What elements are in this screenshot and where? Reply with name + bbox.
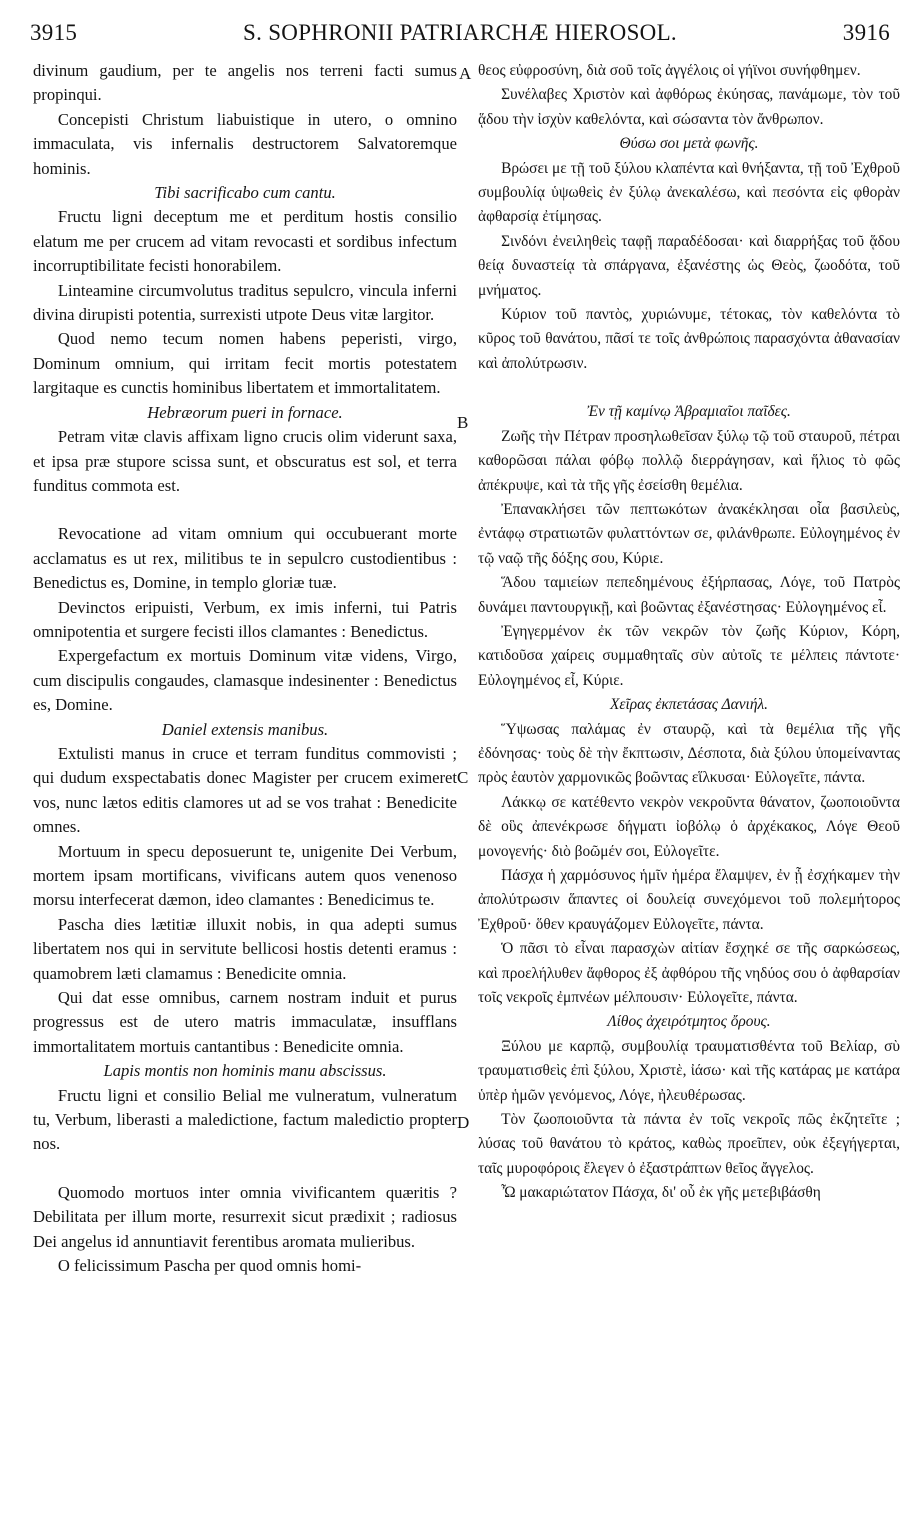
latin-column: [33, 59, 457, 1279]
greek-paragraph: Σινδόνι ἐνειληθεὶς ταφῇ παραδέδοσαι· καὶ διαρρήξας τοῦ ᾅδου θείᾳ δυναστείᾳ τὰ σπάργανα, ἐξανέστης ὡς Θεὸς, ζωοδότα, τοῦ μνήματος.: [478, 232, 900, 299]
latin-paragraph: Quod nemo tecum nomen habens peperisti, virgo, Dominum omnium, qui irritam fecit mortis potestatem largitaque es cunctis hominibus libertatem et immortalitatem.: [33, 329, 457, 398]
greek-column: [478, 59, 900, 1206]
margin-marker-c: C: [457, 768, 469, 787]
greek-paragraph: θεος εὐφροσύνη, διὰ σοῦ τοῖς ἀγγέλοις οἱ γήϊνοι συνήφθημεν.: [478, 62, 861, 79]
latin-paragraph: Revocatione ad vitam omnium qui occubuerant morte acclamatus es ut rex, militibus te in sepulcro custodientibus : Benedictus es, Domine, in templo gloriæ tuæ.: [33, 524, 457, 593]
latin-paragraph: Quomodo mortuos inter omnia vivificantem quæritis ? Debilitata per illum morte, resurrexit sicut prædixit ; radiosus Dei angelus id annuntiavit ferentibus aromata mulieribus.: [33, 1182, 457, 1251]
greek-paragraph: Ὁ πᾶσι τὸ εἶναι παρασχὼν αἰτίαν ἔσχηκέ σε τῆς σαρκώσεως, καὶ προελήλυθεν ἄφθορος ἐξ ἀφθόρου τῆς νηδύος σου ὁ ἀφθαρσίαν τοῖς νεκροῖς ἐμπνέων μέλπουσιν· Εὐλογεῖτε, πάντα.: [478, 940, 900, 1007]
section-title: Lapis montis non hominis manu abscissus.: [103, 1061, 387, 1081]
latin-paragraph: O felicissimum Pascha per quod omnis homi-: [57, 1256, 362, 1276]
latin-paragraph: Qui dat esse omnibus, carnem nostram induit et purus progressus est de utero matris immaculatæ, insufflans immortalitatem mortuis cantantibus : Benedicite omnia.: [33, 988, 457, 1056]
page-header: [30, 20, 890, 56]
greek-paragraph: Ὦ μακαριώτατον Πάσχα, δι' οὗ ἐκ γῆς μετεβιβάσθη: [501, 1184, 821, 1202]
latin-paragraph: Devinctos eripuisti, Verbum, ex imis inferni, tui Patris omnipotentia et surgere fecisti illos clamantes : Benedictus.: [33, 597, 457, 641]
section-title: Λίθος ἀχειρότμητος ὄρους.: [607, 1013, 771, 1031]
greek-paragraph: Λάκκῳ σε κατέθεντο νεκρὸν νεκροῦντα θάνατον, ζωοποιοῦντα δὲ οὓς ἀπενέκρωσε δήγματι ἰοβόλῳ ὁ ἀρχέκακος, Λόγε Θεοῦ μονογενής· διὸ βοῶμέν σοι, Εὐλογεῖτε.: [478, 793, 900, 860]
greek-paragraph: Τὸν ζωοποιοῦντα τὰ πάντα ἐν τοῖς νεκροῖς πῶς ἐκζητεῖτε ; λύσας τοῦ θανάτου τὸ κράτος, καθὼς προεῖπεν, οὐκ ἐξεγήγερται, ταῖς μυροφόροις ἔλεγεν ὁ ἐξαστράπτων θεῖος ἄγγελος.: [478, 1111, 900, 1177]
greek-paragraph: Συνέλαβες Χριστὸν καὶ ἀφθόρως ἐκύησας, πανάμωμε, τὸν τοῦ ᾅδου τὴν ἰσχὺν καθελόντα, καὶ σώσαντα τὸν ἄνθρωπον.: [478, 86, 900, 128]
section-title: Daniel extensis manibus.: [161, 719, 329, 739]
page-number-right: 3916: [842, 20, 890, 45]
latin-paragraph: Extulisti manus in cruce et terram funditus commovisti ; qui dudum exspectabatis donec Magister per crucem eximeret vos, nunc lætos editis clamores ut ad se vos trahat : Benedicite omnes.: [33, 743, 457, 837]
latin-paragraph: divinum gaudium, per te angelis nos terreni facti sumus propinqui.: [33, 61, 457, 105]
greek-paragraph: Πάσχα ἡ χαρμόσυνος ἡμῖν ἡμέρα ἔλαμψεν, ἐν ᾗ ἐσχήκαμεν τὴν ἀπολύτρωσιν ἅπαντες οἱ δουλείᾳ συνεχόμενοι τοῦ πολεμήτορος Ἐχθροῦ· ὅθεν κραυγάζομεν Εὐλογεῖτε, πάντα.: [478, 867, 900, 933]
section-title: Χεῖρας ἐκπετάσας Δανιήλ.: [610, 696, 768, 714]
greek-paragraph: Ἅδου ταμιείων πεπεδημένους ἐξήρπασας, Λόγε, τοῦ Πατρὸς δυνάμει παντουργικῇ, καὶ βοῶντας ἐξανέστησας· Εὐλογημένος εἶ.: [478, 574, 900, 616]
margin-marker-d: D: [457, 1113, 470, 1132]
running-title: S. SOPHRONII PATRIARCHÆ HIEROSOL.: [243, 20, 677, 45]
greek-paragraph: Ἐγηγερμένον ἐκ τῶν νεκρῶν τὸν ζωῆς Κύριον, Κόρη, κατιδοῦσα χαίρεις συμμαθηταῖς σὺν αὐτοῖς τε μέλπεις πάντοτε· Εὐλογημένος εἶ, Κύριε.: [478, 622, 900, 689]
latin-paragraph: Fructu ligni et consilio Belial me vulneratum, vulneratum tu, Verbum, liberasti a maledictione, factum maledictio propter nos.: [33, 1085, 457, 1154]
latin-paragraph: Petram vitæ clavis affixam ligno crucis olim viderunt saxa, et ipsa præ stupore scissa sunt, et obscuratus est sol, et terra funditus commota est.: [33, 427, 457, 495]
greek-paragraph: Κύριον τοῦ παντὸς, χυριώνυμε, τέτοκας, τὸν καθελόντα τὸ κῦρος τοῦ θανάτου, πᾶσί τε τοῖς ἀνθρώποις παρασχόντα ἀθανασίαν καὶ ἀπολύτρωσιν.: [478, 306, 900, 372]
section-title: Tibi sacrificabo cum cantu.: [154, 183, 336, 203]
section-title: Ἐν τῇ καμίνῳ Ἀβραμιαῖοι παῖδες.: [587, 403, 791, 421]
page-number-left: 3915: [30, 20, 78, 45]
latin-paragraph: Concepisti Christum liabuistique in utero, o omnino immaculata, vis infernalis destructorem Salvatoremque hominis.: [33, 109, 457, 178]
section-title: Θύσω σοι μετὰ φωνῆς.: [619, 135, 759, 153]
section-title: Hebræorum pueri in fornace.: [147, 402, 343, 422]
greek-paragraph: Ὕψωσας παλάμας ἐν σταυρῷ, καὶ τὰ θεμέλια τῆς γῆς ἐδόνησας· τοὺς δὲ τὴν ἔκπτωσιν, Δέσποτα, διὰ ξύλου ὑπομείναντας πρὸς ἑαυτὸν χαρμονικῶς βοῶντας εἵλκυσαι· Εὐλογεῖτε, πάντα.: [478, 720, 900, 787]
greek-paragraph: Βρώσει με τῇ τοῦ ξύλου κλαπέντα καὶ θνήξαντα, τῇ τοῦ Ἐχθροῦ συμβουλίᾳ ὑψωθεὶς ἐν ξύλῳ ἀνεκαλέσω, καὶ πεσόντα εἰς φθορὰν ἀφθαρσίᾳ ἐτίμησας.: [478, 159, 900, 226]
latin-paragraph: Linteamine circumvolutus traditus sepulcro, vincula inferni divina dirupisti potentia, surrexisti utpote Deus vitæ largitor.: [33, 280, 457, 325]
margin-marker-b: B: [457, 413, 469, 432]
latin-paragraph: Pascha dies lætitiæ illuxit nobis, in qua adepti sumus libertatem nos qui in servitute bellicosi hostis detenti eramus : quamobrem læti clamamus : Benedicite omnia.: [33, 914, 457, 983]
latin-paragraph: Expergefactum ex mortuis Dominum vitæ videns, Virgo, cum discipulis congaudes, clamasque indesinenter : Benedictus es, Domine.: [33, 646, 457, 715]
latin-paragraph: Mortuum in specu deposuerunt te, unigenite Dei Verbum, mortem ipsam mortificans, vivificans autem quos venenoso morsu interfecerat dæmon, ideo clamantes : Benedicimus te.: [33, 841, 457, 910]
greek-paragraph: Ἐπανακλήσει τῶν πεπτωκότων ἀνακέκλησαι οἷα βασιλεὺς, ἐντάφῳ στρατιωτῶν φυλαττόντων σε, φιλάνθρωπε. Εὐλογημένος ἐν τῷ ναῷ τῆς δόξης σου, Κύριε.: [478, 500, 900, 567]
margin-marker-a: A: [459, 64, 472, 83]
greek-paragraph: Ζωῆς τὴν Πέτραν προσηλωθεῖσαν ξύλῳ τῷ τοῦ σταυροῦ, πέτραι καθορῶσαι πάλαι φόβῳ πολλῷ διερράγησαν, καὶ ἥλιος τὸ φῶς ἀπέκρυψε, καὶ τὰ τῆς γῆς ἐσείσθη θεμέλια.: [478, 427, 900, 494]
latin-paragraph: Fructu ligni deceptum me et perditum hostis consilio elatum me per crucem ad vitam revocasti et sordibus infectum incorruptibilitate fecisti honorabilem.: [33, 207, 457, 276]
greek-paragraph: Ξύλου με καρπῷ, συμβουλίᾳ τραυματισθέντα τοῦ Βελίαρ, σὺ τραυματισθεὶς ἐπὶ ξύλου, Χριστὲ, ἰάσω· καὶ τῆς κατάρας με κατάρα ὑπὲρ ἡμῶν γενόμενος, Λόγε, ἠλευθέρωσας.: [478, 1037, 900, 1104]
